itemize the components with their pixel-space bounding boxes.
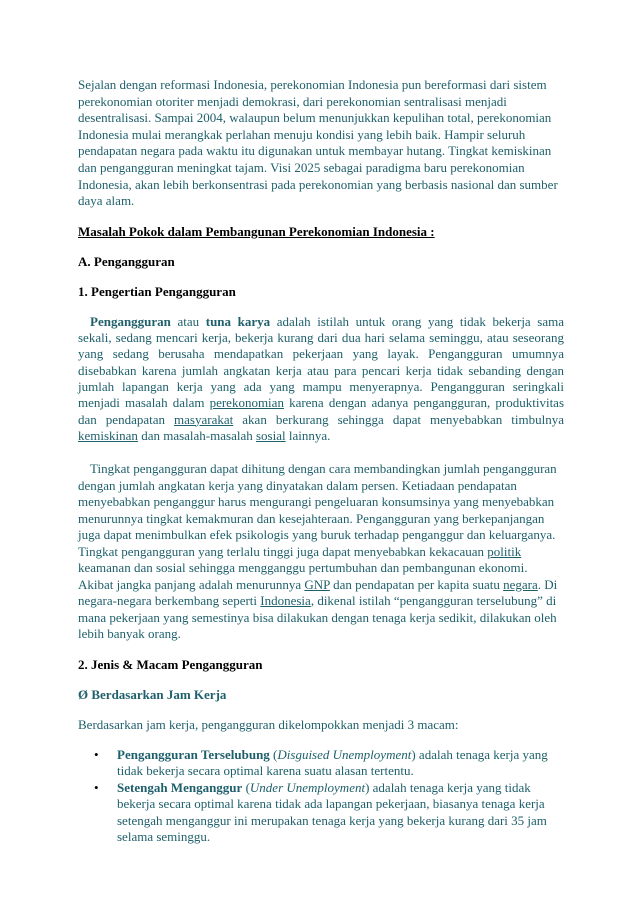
jam-kerja-intro: Berdasarkan jam kerja, pengangguran dikelompokkan menjadi 3 macam:	[78, 716, 459, 732]
sub-heading-jam-kerja: Ø Berdasarkan Jam Kerja	[78, 686, 227, 702]
definition-paragraph	[78, 314, 564, 444]
subsection-heading-2: 2. Jenis & Macam Pengangguran	[78, 656, 263, 672]
english-term: Under Unemployment	[249, 779, 366, 795]
text: ) adalah tenaga kerja yang tidak bekerja secara optimal karena tidak ada lapangan pekerjaan, biasanya tenaga kerja setengah menganggur ini merupakan tenaga kerja yang bekerja kurang dari 35 jam selama seminggu.	[117, 779, 547, 845]
link-masyarakat[interactable]: masyarakat	[174, 411, 234, 427]
link-kemiskinan[interactable]: kemiskinan	[78, 427, 138, 443]
unemployment-rate-paragraph	[78, 461, 564, 643]
link-perekonomian[interactable]: perekonomian	[209, 395, 284, 411]
text: adalah istilah untuk orang yang tidak bekerja sama sekali, sedang mencari kerja, bekerja kurang dari dua hari selama seminggu, atau seseorang yang sedang berusaha mendapatkan pekerjaan yang layak. Pengangguran umumnya disebabkan karena jumlah angkatan kerja atau para pencari kerja tidak sebanding dengan jumlah lapangan kerja yang ada yang mampu menyerapnya. Pengangguran seringkali menjadi masalah dalam	[78, 313, 565, 411]
term-tuna-karya: tuna karya	[205, 313, 271, 329]
text: akan berkurang sehingga dapat menyebabkan timbulnya	[233, 411, 564, 427]
link-indonesia[interactable]: Indonesia	[260, 593, 311, 609]
intro-paragraph: Sejalan dengan reformasi Indonesia, perekonomian Indonesia pun bereformasi dari sistem perekonomian otoriter menjadi demokrasi, dari perekonomian sentralisasi menjadi desentralisasi. Sampai 2004, walaupun belum menunjukkan kepulihan total, perekonomian Indonesia mulai merangkak perlahan menuju kondisi yang lebih baik. Hampir seluruh pendapatan negara pada waktu itu digunakan untuk membayar hutang. Tingkat kemiskinan dan pengangguran meningkat tajam. Visi 2025 sebagai paradigma baru perekonomian Indonesia, akan lebih berkonsentrasi pada perekonomian yang berbasis nasional dan sumber daya alam.	[78, 77, 558, 209]
term-pengangguran: Pengangguran	[90, 313, 171, 329]
text: lainnya.	[285, 427, 331, 443]
document-page	[78, 77, 564, 846]
text: atau	[170, 313, 206, 329]
text: dan masalah-masalah	[137, 427, 256, 443]
text: (	[269, 746, 278, 762]
link-gnp[interactable]: GNP	[304, 576, 330, 592]
link-politik[interactable]: politik	[487, 543, 522, 559]
list-item	[117, 780, 564, 846]
main-heading: Masalah Pokok dalam Pembangunan Perekonomian Indonesia :	[78, 223, 435, 239]
link-sosial[interactable]: sosial	[255, 427, 286, 443]
english-term: Disguised Unemployment	[277, 746, 412, 762]
list-item	[117, 747, 564, 780]
text: (	[242, 779, 250, 795]
link-negara[interactable]: negara	[503, 576, 538, 592]
term: Setengah Menganggur	[117, 779, 243, 795]
unemployment-types-list	[78, 747, 564, 846]
text: dan pendapatan per kapita suatu	[329, 576, 504, 592]
text: Tingkat pengangguran dapat dihitung dengan cara membandingkan jumlah pengangguran dengan jumlah angkatan kerja yang dinyatakan dalam persen. Ketiadaan pendapatan menyebabkan penganggur harus mengurangi pengeluaran konsumsinya yang menyebabkan menurunnya tingkat kemakmuran dan kesejahteraan. Pengangguran yang berkepanjangan juga dapat menimbulkan efek psikologis yang buruk terhadap penganggur dan keluarganya. Tingkat pengangguran yang terlalu tinggi juga dapat menyebabkan kekacauan	[78, 461, 557, 559]
text: , dikenal istilah “pengangguran terselubung” di mana pekerjaan yang semestinya bisa dilakukan dengan tenaga kerja sedikit, dilakukan oleh lebih banyak orang.	[78, 593, 557, 642]
term: Pengangguran Terselubung	[117, 746, 270, 762]
text: ) adalah tenaga kerja yang tidak bekerja secara optimal karena suatu alasan tertentu.	[117, 746, 548, 779]
text: . Di negara-negara berkembang seperti	[78, 576, 558, 609]
section-heading-a: A. Pengangguran	[78, 253, 175, 269]
text: karena dengan adanya pengangguran, produktivitas dan pendapatan	[78, 395, 565, 427]
subsection-heading-1: 1. Pengertian Pengangguran	[78, 283, 236, 299]
text: keamanan dan sosial sehingga mengganggu pertumbuhan dan pembangunan ekonomi. Akibat jangka panjang adalah menurunnya	[78, 560, 528, 592]
